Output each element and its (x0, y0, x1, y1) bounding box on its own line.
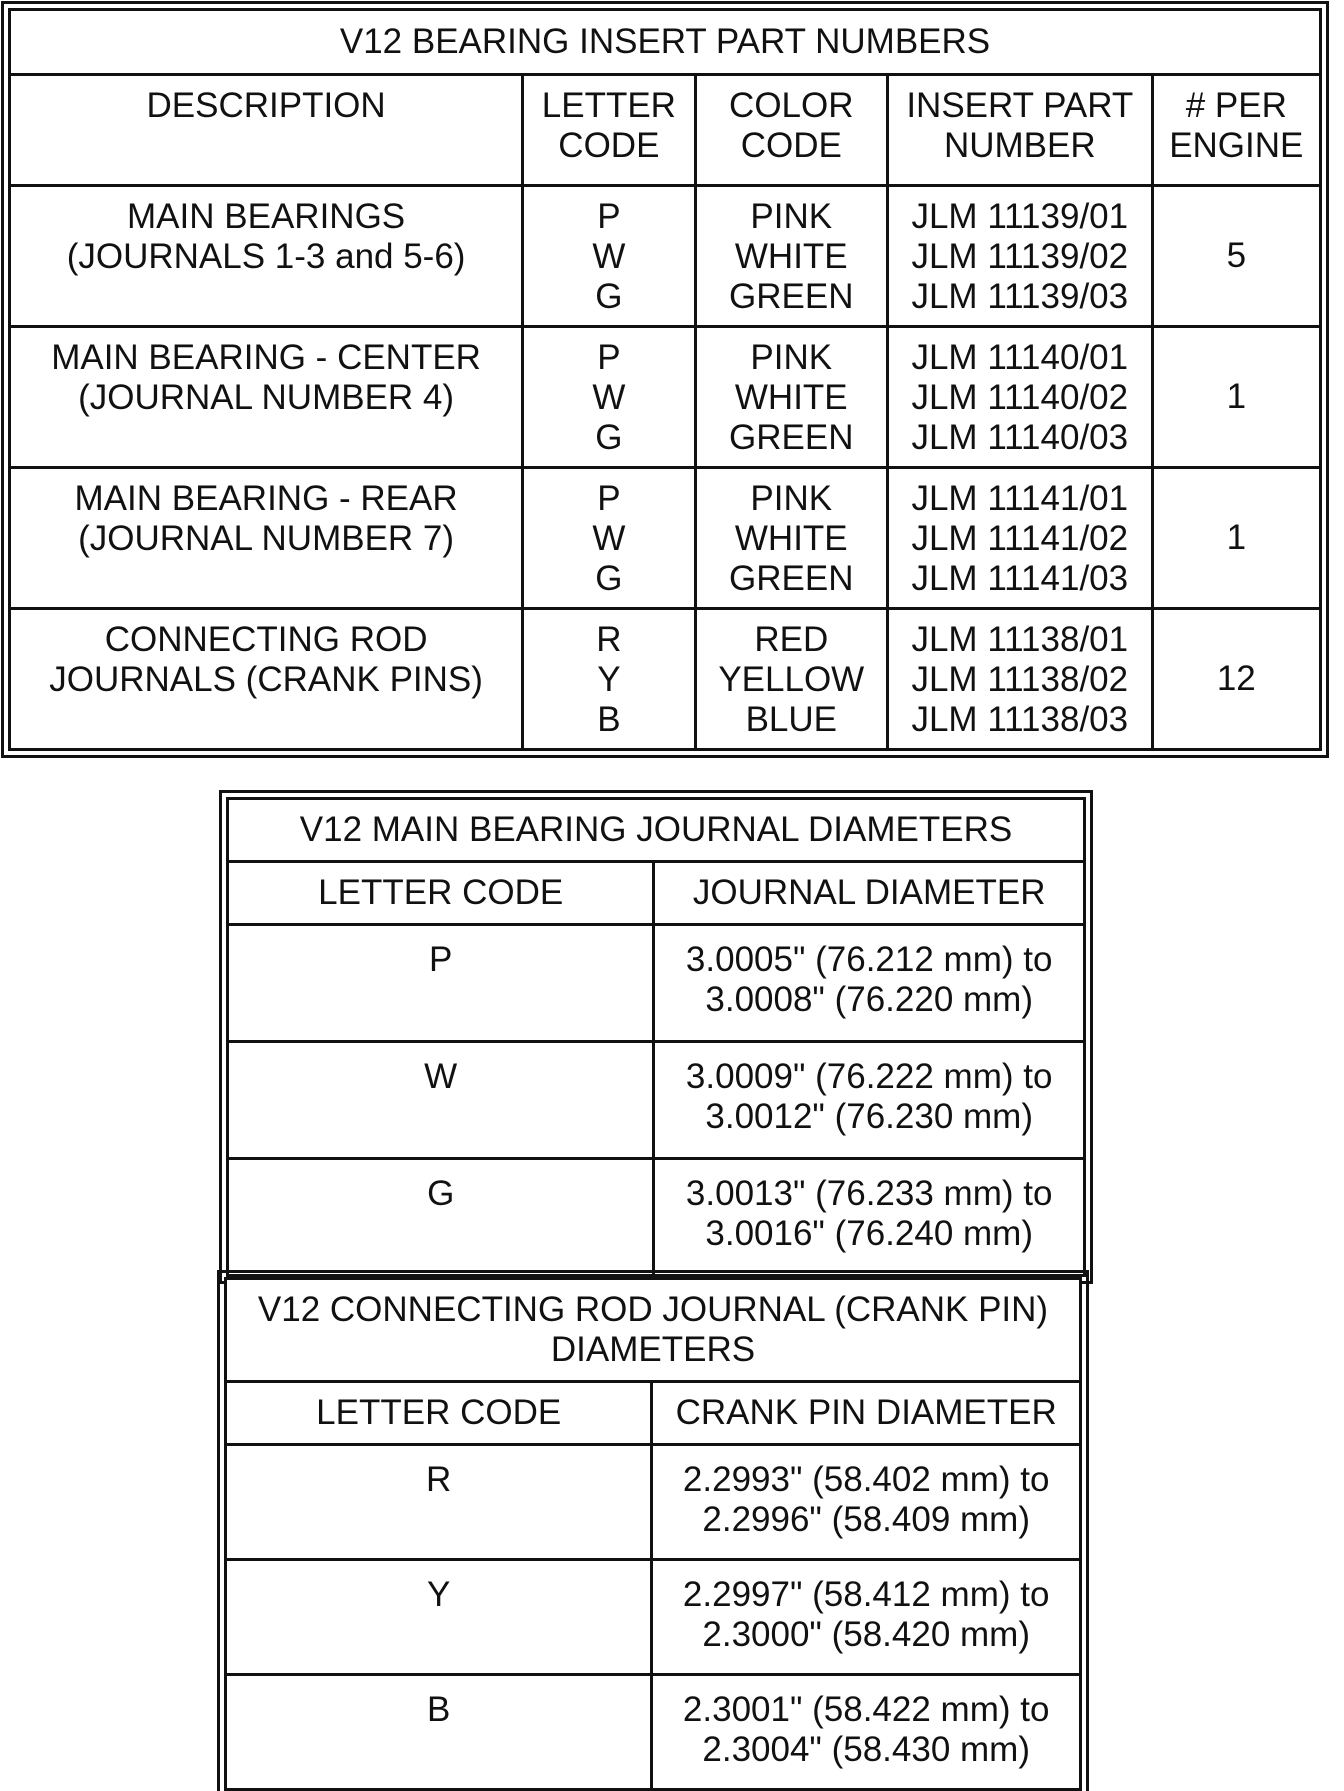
description-cell: MAIN BEARING - REAR (JOURNAL NUMBER 7) (10, 468, 523, 609)
color-code-cell: RED YELLOW BLUE (695, 609, 887, 750)
table-row (226, 1445, 1081, 1560)
letter-code-cell: P W G (523, 186, 695, 327)
table-row (228, 1042, 1085, 1159)
bearing-insert-table (8, 8, 1322, 751)
letter-code-cell: P W G (523, 327, 695, 468)
letter-code-cell: R (226, 1445, 652, 1560)
diameter-cell: 2.2997" (58.412 mm) to 2.3000" (58.420 mm) (652, 1560, 1081, 1675)
part-number-cell: JLM 11141/01 JLM 11141/02 JLM 11141/03 (888, 468, 1153, 609)
table-row (10, 186, 1321, 327)
column-header-journal-diameter: JOURNAL DIAMETER (654, 862, 1085, 925)
part-number-cell: JLM 11138/01 JLM 11138/02 JLM 11138/03 (888, 609, 1153, 750)
table-title: V12 CONNECTING ROD JOURNAL (CRANK PIN) DIAMETERS (226, 1279, 1081, 1382)
description-cell: MAIN BEARINGS (JOURNALS 1-3 and 5-6) (10, 186, 523, 327)
crank-pin-diameter-table (224, 1277, 1082, 1791)
column-header-letter-code: LETTER CODE (228, 862, 654, 925)
part-number-cell: JLM 11140/01 JLM 11140/02 JLM 11140/03 (888, 327, 1153, 468)
table-row (226, 1675, 1081, 1790)
color-code-cell: PINK WHITE GREEN (695, 327, 887, 468)
column-header-letter-code: LETTER CODE (523, 75, 695, 186)
per-engine-cell: 12 (1152, 609, 1320, 750)
column-header-insert-part-number: INSERT PART NUMBER (888, 75, 1153, 186)
diameter-cell: 3.0005" (76.212 mm) to 3.0008" (76.220 mm) (654, 925, 1085, 1042)
letter-code-cell: W (228, 1042, 654, 1159)
diameter-cell: 2.2993" (58.402 mm) to 2.2996" (58.409 mm) (652, 1445, 1081, 1560)
column-header-per-engine: # PER ENGINE (1152, 75, 1320, 186)
letter-code-cell: G (228, 1159, 654, 1276)
table-row (228, 1159, 1085, 1276)
header-row (228, 862, 1085, 925)
letter-code-cell: P (228, 925, 654, 1042)
column-header-color-code: COLOR CODE (695, 75, 887, 186)
diameter-cell: 3.0009" (76.222 mm) to 3.0012" (76.230 mm) (654, 1042, 1085, 1159)
part-number-cell: JLM 11139/01 JLM 11139/02 JLM 11139/03 (888, 186, 1153, 327)
letter-code-cell: R Y B (523, 609, 695, 750)
column-header-description: DESCRIPTION (10, 75, 523, 186)
letter-code-cell: B (226, 1675, 652, 1790)
table-title: V12 MAIN BEARING JOURNAL DIAMETERS (228, 799, 1085, 862)
column-header-letter-code: LETTER CODE (226, 1382, 652, 1445)
header-row (226, 1382, 1081, 1445)
table-title: V12 BEARING INSERT PART NUMBERS (10, 10, 1321, 75)
main-journal-diameter-table (226, 797, 1086, 1277)
per-engine-cell: 1 (1152, 327, 1320, 468)
description-cell: CONNECTING ROD JOURNALS (CRANK PINS) (10, 609, 523, 750)
color-code-cell: PINK WHITE GREEN (695, 468, 887, 609)
color-code-cell: PINK WHITE GREEN (695, 186, 887, 327)
table-row (10, 468, 1321, 609)
diameter-cell: 3.0013" (76.233 mm) to 3.0016" (76.240 mm) (654, 1159, 1085, 1276)
table-row (10, 327, 1321, 468)
letter-code-cell: Y (226, 1560, 652, 1675)
letter-code-cell: P W G (523, 468, 695, 609)
table-row (10, 609, 1321, 750)
table-row (228, 925, 1085, 1042)
per-engine-cell: 5 (1152, 186, 1320, 327)
column-header-crank-pin-diameter: CRANK PIN DIAMETER (652, 1382, 1081, 1445)
header-row (10, 75, 1321, 186)
description-cell: MAIN BEARING - CENTER (JOURNAL NUMBER 4) (10, 327, 523, 468)
per-engine-cell: 1 (1152, 468, 1320, 609)
diameter-cell: 2.3001" (58.422 mm) to 2.3004" (58.430 mm) (652, 1675, 1081, 1790)
table-row (226, 1560, 1081, 1675)
